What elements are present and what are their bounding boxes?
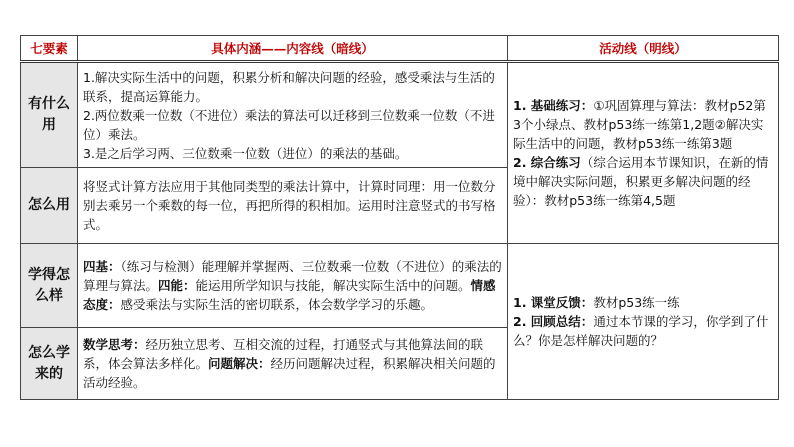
- element-what-use: 有什么用: [21, 62, 78, 168]
- activity-comprehensive-practice: 2. 综合练习（综合运用本节课知识，在新的情境中解决实际问题，积累更多解决问题的经验）：教材p53练一练第4,5题: [513, 155, 769, 208]
- content-line: 四基：（练习与检测）能理解并掌握两、三位数乘一位数（不进位）的乘法的算理与算法。四能：能运用所学知识与技能，解决实际生活中的问题。情感态度：感受乘法与实际生活的密切联系，体会数学学习的乐趣。: [83, 259, 502, 312]
- activity-practice: [508, 62, 779, 244]
- content-line: 2.两位数乘一位数（不进位）乘法的算法可以迁移到三位数乘一位数（不进位）乘法。: [83, 107, 495, 142]
- activity-summary: 2. 回顾总结：通过本节课的学习，你学到了什么？你是怎样解决问题的？: [513, 314, 769, 348]
- content-how-well: [78, 244, 508, 328]
- content-line: 数学思考：经历独立思考、互相交流的过程，打通竖式与其他算法间的联系，体会算法多样化。问题解决：经历问题解决过程，积累解决相关问题的活动经验。: [83, 337, 496, 390]
- content-line: 将竖式计算方法应用于其他同类型的乘法计算中，计算时同理：用一位数分别去乘另一个乘数的每一位，再把所得的积相加。运用时注意竖式的书写格式。: [83, 179, 496, 232]
- content-what-use: [78, 62, 508, 168]
- header-activity-line: 活动线（明线）: [508, 36, 779, 62]
- table-row: [21, 62, 779, 168]
- table-row: [21, 244, 779, 328]
- activity-basic-practice: 1. 基础练习：①巩固算理与算法：教材p52第3个小绿点、教材p53练一练第1,2题②解决实际生活中的问题，教材p53练一练第3题: [513, 98, 766, 151]
- content-line: 3.是之后学习两、三位数乘一位数（进位）的乘法的基础。: [83, 145, 408, 161]
- header-seven-elements: 七要素: [21, 36, 78, 62]
- content-how-learned: [78, 328, 508, 400]
- lesson-elements-table: [20, 35, 779, 400]
- table-header-row: [21, 36, 779, 62]
- element-how-use: 怎么用: [21, 168, 78, 244]
- element-how-well: 学得怎么样: [21, 244, 78, 328]
- header-content-line: 具体内涵——内容线（暗线）: [78, 36, 508, 62]
- content-line: 1.解决实际生活中的问题，积累分析和解决问题的经验，感受乘法与生活的联系，提高运算能力。: [83, 69, 495, 104]
- element-how-learned: 怎么学来的: [21, 328, 78, 400]
- content-how-use: [78, 168, 508, 244]
- activity-class-feedback: 1. 课堂反馈：教材p53练一练: [513, 295, 680, 310]
- activity-review: [508, 244, 779, 400]
